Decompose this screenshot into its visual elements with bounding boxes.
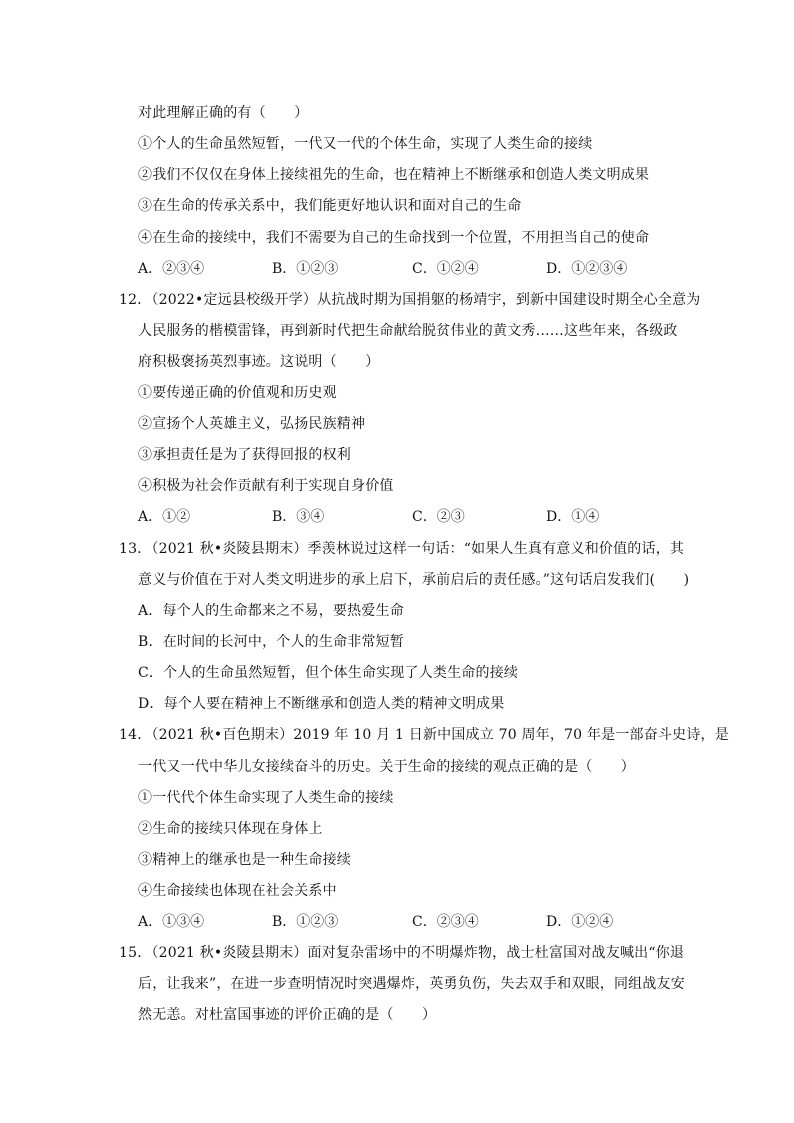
- q12-stem-line-3: 府积极褒扬英烈事迹。这说明（ ）: [138, 354, 380, 370]
- q11-option-a: A．②③④: [138, 261, 205, 277]
- q14-option-b: B．①②③: [272, 914, 339, 930]
- q12-option-a: A．①②: [138, 509, 191, 525]
- q14-item-3: ③精神上的继承也是一种生命接续: [138, 852, 351, 868]
- q11-item-4: ④在生命的接续中，我们不需要为自己的生命找到一个位置，不用担当自己的使命: [138, 230, 650, 246]
- q11-item-3: ③在生命的传承关系中，我们能更好地认识和面对自己的生命: [138, 198, 522, 214]
- q12-stem-line-2: 人民服务的楷模雷锋，再到新时代把生命献给脱贫伟业的黄文秀……这些年来，各级政: [138, 323, 678, 339]
- q12-item-1: ①要传递正确的价值观和历史观: [138, 385, 337, 401]
- q11-option-c: C．①②④: [412, 261, 479, 277]
- q11-option-d: D．①②③④: [546, 261, 628, 277]
- q14-item-1: ①一代代个体生命实现了人类生命的接续: [138, 790, 394, 806]
- q13-stem-line-1: 13．（2021 秋•炎陵县期末）季羡林说过这样一句话：“如果人生真有意义和价值的话，其: [119, 541, 685, 557]
- q12-item-4: ④积极为社会作贡献有利于实现自身价值: [138, 478, 394, 494]
- q12-option-d: D．①④: [546, 509, 600, 525]
- q12-item-3: ③承担责任是为了获得回报的权利: [138, 447, 351, 463]
- q14-option-c: C．②③④: [412, 914, 479, 930]
- q14-item-4: ④生命接续也体现在社会关系中: [138, 883, 337, 899]
- q14-option-d: D．①②④: [546, 914, 614, 930]
- q14-option-a: A．①③④: [138, 914, 205, 930]
- q11-item-2: ②我们不仅仅在身体上接续祖先的生命，也在精神上不断继承和创造人类文明成果: [138, 167, 650, 183]
- q15-stem-line-2: 后，让我来”，在进一步查明情况时突遇爆炸，英勇负伤，失去双手和双眼，同组战友安: [138, 976, 685, 992]
- q14-item-2: ②生命的接续只体现在身体上: [138, 821, 323, 837]
- q11-option-b: B．①②③: [272, 261, 339, 277]
- q11-stem-tail: 对此理解正确的有（ ）: [138, 105, 309, 121]
- q13-choice-b: B．在时间的长河中，个人的生命非常短暂: [138, 634, 405, 650]
- q15-stem-line-3: 然无恙。对杜富国事迹的评价正确的是（ ）: [138, 1007, 437, 1023]
- q12-item-2: ②宣扬个人英雄主义，弘扬民族精神: [138, 416, 366, 432]
- q13-stem-line-2: 意义与价值在于对人类文明进步的承上启下，承前启后的责任感。”这句话启发我们( ): [138, 572, 690, 588]
- q12-stem-line-1: 12．（2022•定远县校级开学）从抗战时期为国捐躯的杨靖宇，到新中国建设时期全心全意为: [119, 292, 701, 308]
- q12-option-b: B．③④: [272, 509, 325, 525]
- q15-stem-line-1: 15．（2021 秋•炎陵县期末）面对复杂雷场中的不明爆炸物，战士杜富国对战友喊出“你退: [119, 945, 685, 961]
- q14-stem-line-2: 一代又一代中华儿女接续奋斗的历史。关于生命的接续的观点正确的是（ ）: [138, 759, 635, 775]
- q12-option-c: C．②③: [412, 509, 465, 525]
- q13-choice-a: A．每个人的生命都来之不易，要热爱生命: [138, 603, 404, 619]
- q13-choice-d: D．每个人要在精神上不断继承和创造人类的精神文明成果: [138, 696, 505, 712]
- q11-item-1: ①个人的生命虽然短暂，一代又一代的个体生命，实现了人类生命的接续: [138, 136, 593, 152]
- q13-choice-c: C．个人的生命虽然短暂，但个体生命实现了人类生命的接续: [138, 665, 519, 681]
- q14-stem-line-1: 14．（2021 秋•百色期末）2019 年 10 月 1 日新中国成立 70 周年，70 年是一部奋斗史诗，是: [119, 727, 729, 743]
